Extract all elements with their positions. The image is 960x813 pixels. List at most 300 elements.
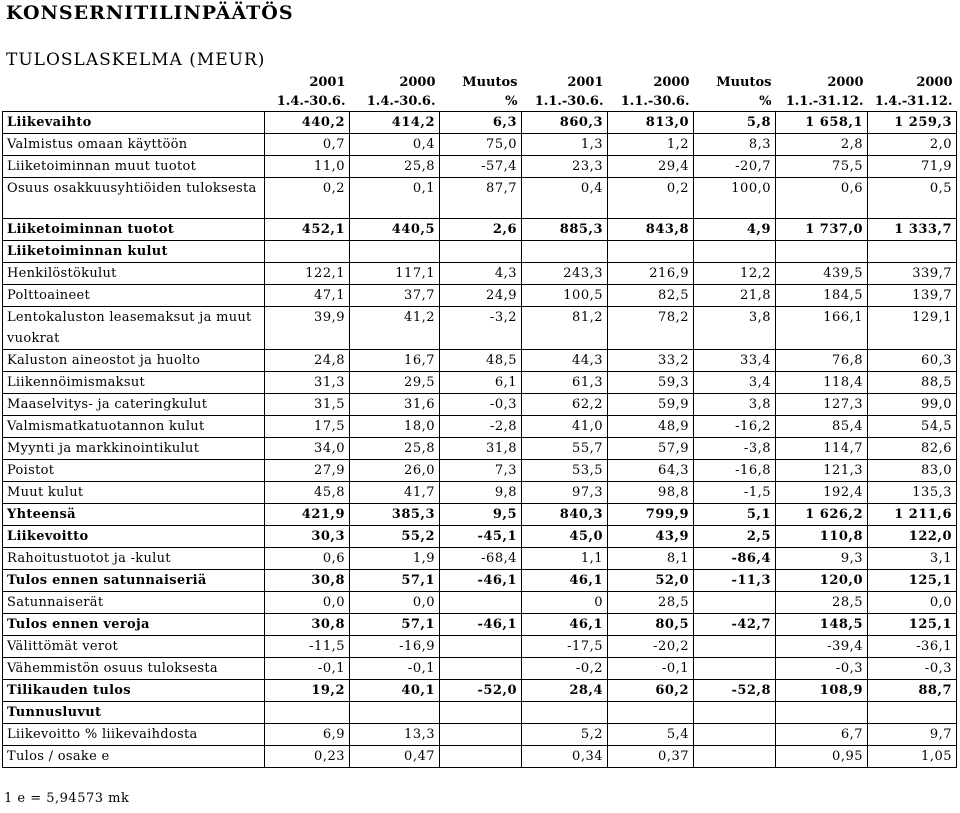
table-cell: 8,3 xyxy=(694,134,776,156)
table-cell: 82,6 xyxy=(868,438,957,460)
table-cell: 860,3 xyxy=(522,112,608,134)
table-cell: -0,3 xyxy=(868,658,957,680)
table-row xyxy=(3,592,957,614)
table-cell: 0,0 xyxy=(265,592,350,614)
table-row xyxy=(3,219,957,241)
table-cell: 7,3 xyxy=(440,460,522,482)
table-cell: 41,2 xyxy=(350,307,440,350)
row-label: Liikevoitto % liikevaihdosta xyxy=(3,724,265,746)
table-cell: 60,3 xyxy=(868,350,957,372)
table-cell: -2,8 xyxy=(440,416,522,438)
row-label: Liiketoiminnan muut tuotot xyxy=(3,156,265,178)
table-cell: 44,3 xyxy=(522,350,608,372)
table-cell: 53,5 xyxy=(522,460,608,482)
table-cell: 18,0 xyxy=(350,416,440,438)
column-header-period: 1.1.-30.6. xyxy=(534,94,604,109)
table-cell: 0,95 xyxy=(776,746,868,768)
table-cell: 0 xyxy=(522,592,608,614)
table-cell: -16,2 xyxy=(694,416,776,438)
table-cell: 19,2 xyxy=(265,680,350,702)
table-cell: 108,9 xyxy=(776,680,868,702)
row-label: Satunnaiserät xyxy=(3,592,265,614)
table-cell: 1,1 xyxy=(522,548,608,570)
table-row xyxy=(3,746,957,768)
table-cell: 3,1 xyxy=(868,548,957,570)
table-row xyxy=(3,156,957,178)
table-cell xyxy=(265,702,350,724)
table-cell xyxy=(522,702,608,724)
table-cell: 57,1 xyxy=(350,614,440,636)
table-cell: 6,7 xyxy=(776,724,868,746)
table-cell: 31,6 xyxy=(350,394,440,416)
table-cell: 5,1 xyxy=(694,504,776,526)
table-cell xyxy=(694,724,776,746)
table-cell: 421,9 xyxy=(265,504,350,526)
table-cell: 5,8 xyxy=(694,112,776,134)
table-cell: -3,8 xyxy=(694,438,776,460)
table-cell: 43,9 xyxy=(608,526,694,548)
column-header-change: Muutos xyxy=(462,75,518,90)
table-cell: 17,5 xyxy=(265,416,350,438)
table-row xyxy=(3,680,957,702)
column-header-period: 1.4.-31.12. xyxy=(874,94,953,109)
table-row xyxy=(3,526,957,548)
table-cell: 243,3 xyxy=(522,263,608,285)
table-cell: 24,9 xyxy=(440,285,522,307)
table-cell: 1,05 xyxy=(868,746,957,768)
table-cell: -16,9 xyxy=(350,636,440,658)
row-label: Polttoaineet xyxy=(3,285,265,307)
row-label: Liikennöimismaksut xyxy=(3,372,265,394)
table-cell: 117,1 xyxy=(350,263,440,285)
table-cell: 28,4 xyxy=(522,680,608,702)
table-cell: 9,3 xyxy=(776,548,868,570)
table-cell: 31,5 xyxy=(265,394,350,416)
header-corner xyxy=(3,73,265,92)
table-cell: -45,1 xyxy=(440,526,522,548)
table-cell: 0,6 xyxy=(265,548,350,570)
table-cell xyxy=(265,241,350,263)
table-cell: 385,3 xyxy=(350,504,440,526)
currency-footnote: 1 e = 5,94573 mk xyxy=(4,791,130,806)
table-cell: 3,8 xyxy=(694,394,776,416)
column-header-year: 2000 xyxy=(653,75,690,90)
table-cell: 452,1 xyxy=(265,219,350,241)
header-corner xyxy=(3,92,265,112)
table-cell: 98,8 xyxy=(608,482,694,504)
table-cell: 5,2 xyxy=(522,724,608,746)
table-cell: -0,1 xyxy=(608,658,694,680)
row-label: Tulos ennen satunnaiseriä xyxy=(3,570,265,592)
table-cell: -86,4 xyxy=(694,548,776,570)
table-cell xyxy=(868,702,957,724)
column-header-unit: % xyxy=(759,94,772,109)
table-cell: 813,0 xyxy=(608,112,694,134)
table-cell: -52,0 xyxy=(440,680,522,702)
row-label: Tunnusluvut xyxy=(3,702,265,724)
table-cell: 31,3 xyxy=(265,372,350,394)
table-cell: -46,1 xyxy=(440,614,522,636)
table-cell: 88,7 xyxy=(868,680,957,702)
table-cell: 57,9 xyxy=(608,438,694,460)
table-cell: 127,3 xyxy=(776,394,868,416)
table-cell: 0,37 xyxy=(608,746,694,768)
table-cell: 30,8 xyxy=(265,614,350,636)
table-cell: 99,0 xyxy=(868,394,957,416)
table-cell: 81,2 xyxy=(522,307,608,350)
table-cell: 139,7 xyxy=(868,285,957,307)
table-row xyxy=(3,416,957,438)
row-label: Tulos ennen veroja xyxy=(3,614,265,636)
table-cell: -1,5 xyxy=(694,482,776,504)
table-cell: 9,5 xyxy=(440,504,522,526)
table-cell: 39,9 xyxy=(265,307,350,350)
table-cell: 440,2 xyxy=(265,112,350,134)
table-cell: 55,7 xyxy=(522,438,608,460)
table-cell xyxy=(440,636,522,658)
table-row xyxy=(3,438,957,460)
table-cell: -0,3 xyxy=(776,658,868,680)
table-cell: 216,9 xyxy=(608,263,694,285)
table-cell: 1,9 xyxy=(350,548,440,570)
table-cell: 0,7 xyxy=(265,134,350,156)
column-header-year: 2001 xyxy=(567,75,604,90)
table-cell: 16,7 xyxy=(350,350,440,372)
table-cell: 122,1 xyxy=(265,263,350,285)
column-header-year: 2001 xyxy=(309,75,346,90)
table-cell: 23,3 xyxy=(522,156,608,178)
table-row xyxy=(3,504,957,526)
table-cell: 55,2 xyxy=(350,526,440,548)
table-cell: 87,7 xyxy=(440,178,522,219)
row-label: Maaselvitys- ja cateringkulut xyxy=(3,394,265,416)
table-row xyxy=(3,372,957,394)
table-cell: 45,8 xyxy=(265,482,350,504)
table-cell: 0,5 xyxy=(868,178,957,219)
table-cell: -39,4 xyxy=(776,636,868,658)
table-cell: 885,3 xyxy=(522,219,608,241)
table-cell: 0,34 xyxy=(522,746,608,768)
table-cell: 28,5 xyxy=(776,592,868,614)
table-cell: 59,3 xyxy=(608,372,694,394)
table-cell: 27,9 xyxy=(265,460,350,482)
table-cell: 125,1 xyxy=(868,614,957,636)
table-cell: 40,1 xyxy=(350,680,440,702)
table-cell: 2,5 xyxy=(694,526,776,548)
column-header-period: 1.1.-30.6. xyxy=(620,94,690,109)
table-row xyxy=(3,614,957,636)
table-cell: 52,0 xyxy=(608,570,694,592)
table-cell: 30,3 xyxy=(265,526,350,548)
table-cell: 0,0 xyxy=(868,592,957,614)
table-cell: 100,5 xyxy=(522,285,608,307)
table-cell: 1 333,7 xyxy=(868,219,957,241)
table-cell: 3,4 xyxy=(694,372,776,394)
table-cell: 5,4 xyxy=(608,724,694,746)
table-cell: 799,9 xyxy=(608,504,694,526)
table-cell: 21,8 xyxy=(694,285,776,307)
column-header-change: Muutos xyxy=(716,75,772,90)
table-cell: 24,8 xyxy=(265,350,350,372)
table-cell: 843,8 xyxy=(608,219,694,241)
table-cell: -36,1 xyxy=(868,636,957,658)
table-cell: 31,8 xyxy=(440,438,522,460)
table-cell: -20,2 xyxy=(608,636,694,658)
table-cell: 121,3 xyxy=(776,460,868,482)
table-cell xyxy=(776,241,868,263)
table-cell xyxy=(694,746,776,768)
row-label: Välittömät verot xyxy=(3,636,265,658)
column-header-unit: % xyxy=(505,94,518,109)
row-label: Liiketoiminnan kulut xyxy=(3,241,265,263)
table-cell xyxy=(694,592,776,614)
table-cell: 0,4 xyxy=(522,178,608,219)
row-label: Muut kulut xyxy=(3,482,265,504)
column-header-year: 2000 xyxy=(399,75,436,90)
table-cell: 439,5 xyxy=(776,263,868,285)
table-cell: 1 658,1 xyxy=(776,112,868,134)
table-cell: 0,2 xyxy=(608,178,694,219)
table-cell: 0,1 xyxy=(350,178,440,219)
table-cell xyxy=(440,724,522,746)
table-cell: 1,3 xyxy=(522,134,608,156)
table-cell: 6,3 xyxy=(440,112,522,134)
table-cell: 414,2 xyxy=(350,112,440,134)
table-cell: 33,4 xyxy=(694,350,776,372)
table-cell: 0,4 xyxy=(350,134,440,156)
table-cell: 82,5 xyxy=(608,285,694,307)
table-row xyxy=(3,134,957,156)
table-row xyxy=(3,724,957,746)
table-cell: 76,8 xyxy=(776,350,868,372)
document-subtitle: TULOSLASKELMA (MEUR) xyxy=(6,50,266,70)
table-cell: -46,1 xyxy=(440,570,522,592)
table-cell xyxy=(440,241,522,263)
table-row xyxy=(3,263,957,285)
table-cell: 46,1 xyxy=(522,614,608,636)
table-cell: -0,3 xyxy=(440,394,522,416)
table-cell xyxy=(350,702,440,724)
table-cell xyxy=(440,592,522,614)
table-row xyxy=(3,460,957,482)
table-row xyxy=(3,350,957,372)
table-row xyxy=(3,285,957,307)
table-cell: 440,5 xyxy=(350,219,440,241)
table-cell: 48,5 xyxy=(440,350,522,372)
table-body xyxy=(3,112,957,768)
table-row xyxy=(3,178,957,219)
table-cell: -11,5 xyxy=(265,636,350,658)
table-cell xyxy=(694,241,776,263)
table-cell: 100,0 xyxy=(694,178,776,219)
column-header-period: 1.1.-31.12. xyxy=(785,94,864,109)
table-cell: 4,3 xyxy=(440,263,522,285)
table-cell: -57,4 xyxy=(440,156,522,178)
table-cell: -17,5 xyxy=(522,636,608,658)
table-cell: -42,7 xyxy=(694,614,776,636)
table-header xyxy=(3,73,957,112)
table-cell: 1,2 xyxy=(608,134,694,156)
row-label: Yhteensä xyxy=(3,504,265,526)
row-label: Kaluston aineostot ja huolto xyxy=(3,350,265,372)
table-cell: 125,1 xyxy=(868,570,957,592)
table-row xyxy=(3,307,957,350)
table-row xyxy=(3,636,957,658)
row-label: Liikevaihto xyxy=(3,112,265,134)
table-cell: 48,9 xyxy=(608,416,694,438)
table-cell: 6,9 xyxy=(265,724,350,746)
table-cell: 184,5 xyxy=(776,285,868,307)
table-cell: 29,5 xyxy=(350,372,440,394)
table-cell: 118,4 xyxy=(776,372,868,394)
table-cell xyxy=(440,702,522,724)
table-cell: 8,1 xyxy=(608,548,694,570)
table-cell: -0,2 xyxy=(522,658,608,680)
table-row xyxy=(3,658,957,680)
table-cell xyxy=(350,241,440,263)
table-cell: 29,4 xyxy=(608,156,694,178)
table-cell: 34,0 xyxy=(265,438,350,460)
table-cell: 13,3 xyxy=(350,724,440,746)
table-cell: -0,1 xyxy=(350,658,440,680)
table-cell xyxy=(776,702,868,724)
table-cell: 33,2 xyxy=(608,350,694,372)
table-cell: 0,2 xyxy=(265,178,350,219)
table-cell: 0,47 xyxy=(350,746,440,768)
table-cell: -0,1 xyxy=(265,658,350,680)
table-cell: 12,2 xyxy=(694,263,776,285)
table-cell xyxy=(440,658,522,680)
table-cell: 59,9 xyxy=(608,394,694,416)
table-cell: 840,3 xyxy=(522,504,608,526)
table-cell: 61,3 xyxy=(522,372,608,394)
document-title: KONSERNITILINPÄÄTÖS xyxy=(6,2,294,24)
table-cell: -16,8 xyxy=(694,460,776,482)
table-cell: 78,2 xyxy=(608,307,694,350)
table-cell: 37,7 xyxy=(350,285,440,307)
table-row xyxy=(3,112,957,134)
table-cell: 83,0 xyxy=(868,460,957,482)
table-cell: -11,3 xyxy=(694,570,776,592)
table-cell: 166,1 xyxy=(776,307,868,350)
table-cell xyxy=(694,702,776,724)
table-cell: 1 626,2 xyxy=(776,504,868,526)
table-cell: 57,1 xyxy=(350,570,440,592)
table-cell: 30,8 xyxy=(265,570,350,592)
table-cell xyxy=(868,241,957,263)
table-cell xyxy=(694,658,776,680)
table-cell: 129,1 xyxy=(868,307,957,350)
table-row xyxy=(3,394,957,416)
table-cell: 46,1 xyxy=(522,570,608,592)
table-cell: 85,4 xyxy=(776,416,868,438)
table-cell: 135,3 xyxy=(868,482,957,504)
table-cell: 11,0 xyxy=(265,156,350,178)
table-cell: -20,7 xyxy=(694,156,776,178)
table-cell: 3,8 xyxy=(694,307,776,350)
table-cell: 192,4 xyxy=(776,482,868,504)
column-header-period: 1.4.-30.6. xyxy=(276,94,346,109)
table-cell: 9,7 xyxy=(868,724,957,746)
table-cell: 0,0 xyxy=(350,592,440,614)
table-row xyxy=(3,548,957,570)
table-cell: 60,2 xyxy=(608,680,694,702)
row-label: Liiketoiminnan tuotot xyxy=(3,219,265,241)
table-cell: 26,0 xyxy=(350,460,440,482)
table-cell xyxy=(522,241,608,263)
table-cell: 41,0 xyxy=(522,416,608,438)
table-cell: 1 259,3 xyxy=(868,112,957,134)
table-cell: 2,8 xyxy=(776,134,868,156)
table-cell: 25,8 xyxy=(350,438,440,460)
table-cell: 1 737,0 xyxy=(776,219,868,241)
table-cell: 64,3 xyxy=(608,460,694,482)
table-cell: 6,1 xyxy=(440,372,522,394)
table-cell: 9,8 xyxy=(440,482,522,504)
table-cell: 339,7 xyxy=(868,263,957,285)
table-cell: 97,3 xyxy=(522,482,608,504)
table-cell: 110,8 xyxy=(776,526,868,548)
table-cell: 120,0 xyxy=(776,570,868,592)
table-cell: 75,5 xyxy=(776,156,868,178)
table-cell: 4,9 xyxy=(694,219,776,241)
row-label: Lentokaluston leasemaksut ja muut vuokrat xyxy=(3,307,265,350)
row-label: Myynti ja markkinointikulut xyxy=(3,438,265,460)
row-label: Valmismatkatuotannon kulut xyxy=(3,416,265,438)
row-label: Valmistus omaan käyttöön xyxy=(3,134,265,156)
table-cell: 2,6 xyxy=(440,219,522,241)
row-label: Henkilöstökulut xyxy=(3,263,265,285)
column-header-year: 2000 xyxy=(827,75,864,90)
table-cell: 62,2 xyxy=(522,394,608,416)
table-cell: 122,0 xyxy=(868,526,957,548)
table-cell: 54,5 xyxy=(868,416,957,438)
row-label: Tilikauden tulos xyxy=(3,680,265,702)
table-cell: -3,2 xyxy=(440,307,522,350)
table-cell: -68,4 xyxy=(440,548,522,570)
column-header-year: 2000 xyxy=(916,75,953,90)
table-cell: 25,8 xyxy=(350,156,440,178)
table-cell: 28,5 xyxy=(608,592,694,614)
table-cell xyxy=(440,746,522,768)
row-label: Osuus osakkuusyhtiöiden tuloksesta xyxy=(3,178,265,219)
table-cell: 2,0 xyxy=(868,134,957,156)
table-row xyxy=(3,702,957,724)
table-row xyxy=(3,241,957,263)
table-cell xyxy=(608,241,694,263)
table-cell: 80,5 xyxy=(608,614,694,636)
table-cell: -52,8 xyxy=(694,680,776,702)
table-cell: 41,7 xyxy=(350,482,440,504)
table-cell: 148,5 xyxy=(776,614,868,636)
header-row-period xyxy=(3,92,957,112)
income-statement-table xyxy=(2,73,957,768)
table-cell: 0,23 xyxy=(265,746,350,768)
table-cell xyxy=(694,636,776,658)
row-label: Liikevoitto xyxy=(3,526,265,548)
table-cell: 47,1 xyxy=(265,285,350,307)
table-cell: 114,7 xyxy=(776,438,868,460)
table-cell: 1 211,6 xyxy=(868,504,957,526)
row-label: Tulos / osake e xyxy=(3,746,265,768)
column-header-period: 1.4.-30.6. xyxy=(366,94,436,109)
row-label: Poistot xyxy=(3,460,265,482)
table-cell: 0,6 xyxy=(776,178,868,219)
header-row-year xyxy=(3,73,957,92)
table-cell: 88,5 xyxy=(868,372,957,394)
row-label: Rahoitustuotot ja -kulut xyxy=(3,548,265,570)
table-cell: 45,0 xyxy=(522,526,608,548)
